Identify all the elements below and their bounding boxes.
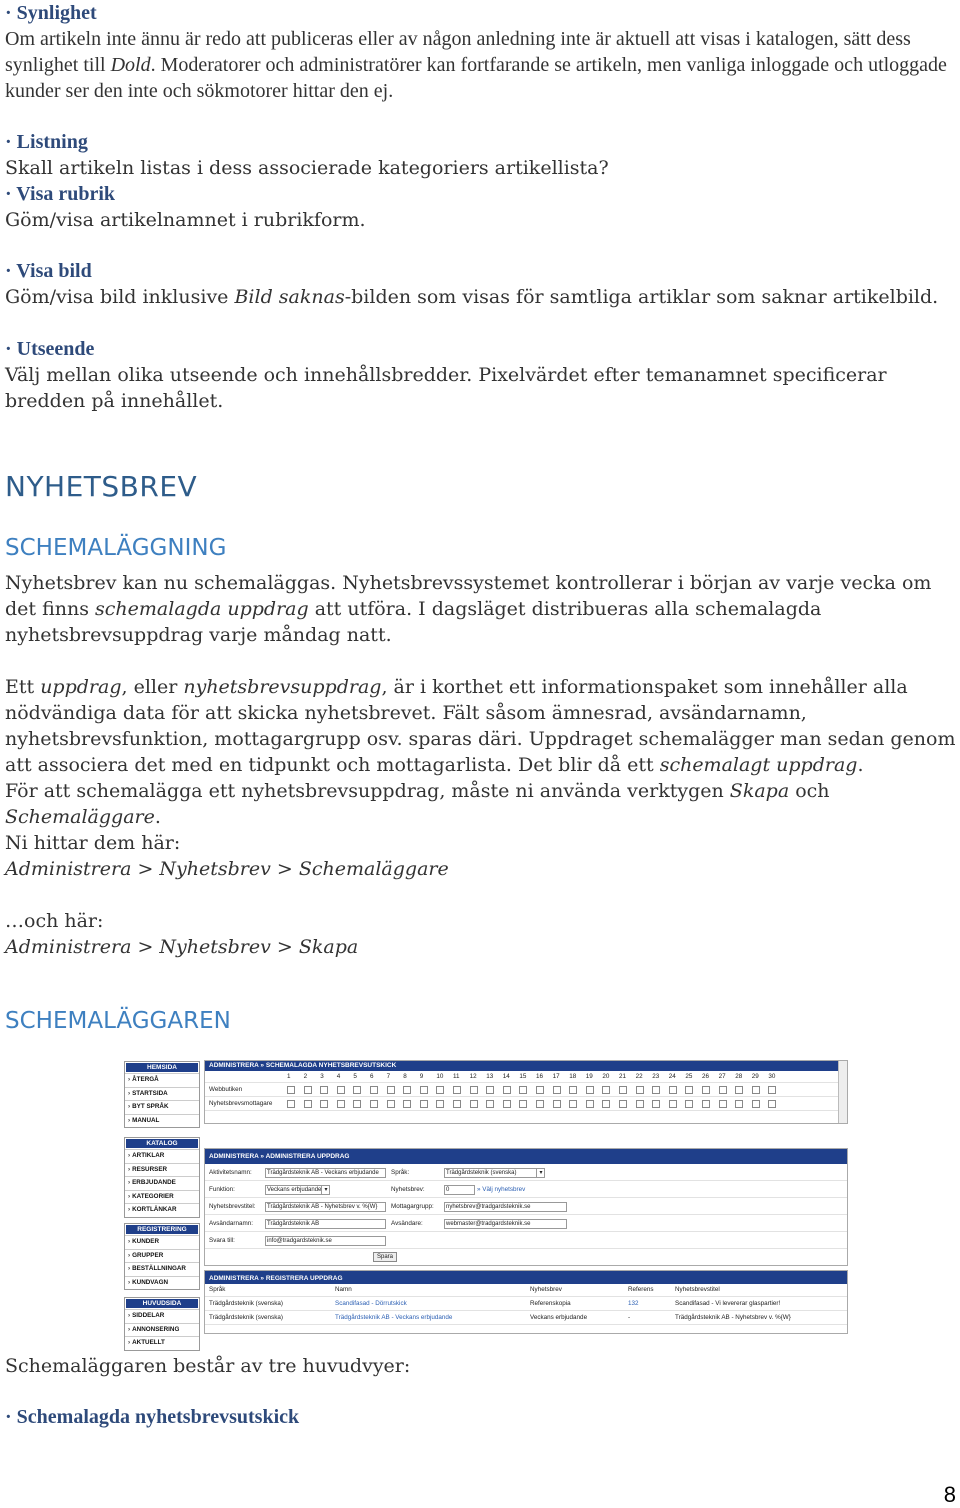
register-title: ADMINISTRERA » REGISTRERA UPPDRAG [205,1274,847,1284]
week-number: 12 [469,1073,477,1080]
page-number: 8 [943,1482,956,1507]
visa-rubrik-term: · Visa rubrik [5,183,116,205]
table-row[interactable] [205,1311,847,1325]
listning-text: Skall artikeln listas i dess associerade kategoriers artikellista? [5,157,609,179]
schedule-checkbox[interactable] [636,1086,644,1094]
sidebar-item[interactable]: › AKTUELLT [125,1336,199,1350]
activity-name-input[interactable]: Trädgårdsteknik AB - Veckans erbjudande [265,1168,386,1178]
heading-schemalaggning: SCHEMALÄGGNING [5,535,227,561]
function-select[interactable]: Veckans erbjudande [265,1185,330,1195]
schedule-checkbox[interactable] [619,1100,627,1108]
schedule-row-label: Nyhetsbrevsmottagare [209,1100,273,1107]
schedule-checkbox[interactable] [420,1100,428,1108]
visa-bild-text: Göm/visa bild inklusive Bild saknas-bilden som visas för samtliga artiklar som saknar artikelbild. [5,286,939,308]
sidebar-item[interactable]: › KUNDVAGN [125,1276,199,1290]
sidebar-group-heading: REGISTRERING [126,1225,198,1234]
assign-row-5: Svara till: info@tradgardsteknik.se [205,1232,847,1249]
visa-rubrik-text: Göm/visa artikelnamnet i rubrikform. [5,209,366,231]
schedule-checkbox[interactable] [503,1086,511,1094]
sidebar-item[interactable]: › ARTIKLAR [125,1149,199,1163]
schedule-checkbox[interactable] [287,1086,295,1094]
week-number: 10 [436,1073,444,1080]
paragraph-2: Ett uppdrag, eller nyhetsbrevsuppdrag, är i korthet ett informationspaket som innehåller alla nödvändiga data för att skicka nyhetsbrevet. Fält såsom ämnesrad, avsändarnamn, nyhetsbrevsfunktion, mottagargrupp osv. sparas däri. Uppdraget schemalägger man sedan genom att associera det med en tidpunkt och mottagarlista. Det blir då ett schemalagt uppdrag. För att schemalägga ett nyhetsbrevsuppdrag, måste ni använda verktygen Skapa och Schemaläggare. [5,676,956,828]
week-number: 30 [768,1073,776,1080]
sidebar-item[interactable]: › KORTLÄNKAR [125,1203,199,1217]
schedule-checkbox[interactable] [669,1086,677,1094]
synlighet-term: · Synlighet [5,2,97,24]
sidebar-group-heading: HEMSIDA [126,1063,198,1072]
paragraph-views: Schemaläggaren består av tre huvudvyer: [5,1355,411,1377]
sidebar-item[interactable]: › STARTSIDA [125,1087,199,1101]
sidebar-group-heading: KATALOG [126,1139,198,1148]
scheduled-sends-title: ADMINISTRERA » SCHEMALAGDA NYHETSBREVSUTSKICK [205,1061,847,1071]
week-number: 26 [702,1073,710,1080]
week-number: 18 [569,1073,577,1080]
language-select[interactable]: Trädgårdsteknik (svenska) [444,1168,545,1178]
scheduler-screenshot [121,1057,848,1347]
sidebar-item[interactable]: › ANNONSERING [125,1323,199,1337]
week-number: 21 [619,1073,627,1080]
schedule-checkbox[interactable] [602,1100,610,1108]
week-number: 1 [287,1073,291,1080]
schedule-checkbox[interactable] [619,1086,627,1094]
path-schemalaggare: Administrera > Nyhetsbrev > Schemaläggare [5,858,449,880]
schedule-row-webbutiken [205,1083,847,1097]
schedule-checkbox[interactable] [320,1086,328,1094]
paragraph-1: Nyhetsbrev kan nu schemaläggas. Nyhetsbrevssystemet kontrollerar i början av varje vecka om det finns schemalagda uppdrag att utföra. I dagsläget distribueras alla schemalagda nyhetsbrevsuppdrag varje måndag natt. [5,572,932,646]
assign-row-4: Avsändarnamn: Trädgårdsteknik AB Avsändare: webmaster@tradgardsteknik.se [205,1215,847,1232]
schedule-checkbox[interactable] [719,1100,727,1108]
sender-name-input[interactable]: Trädgårdsteknik AB [265,1219,386,1229]
schedule-checkbox[interactable] [569,1086,577,1094]
schedule-checkbox[interactable] [403,1100,411,1108]
week-number: 29 [751,1073,759,1080]
week-number: 22 [635,1073,643,1080]
path-skapa: Administrera > Nyhetsbrev > Skapa [5,936,359,958]
column-header[interactable]: Namn [335,1286,352,1293]
schedule-checkbox[interactable] [636,1100,644,1108]
schedule-checkbox[interactable] [586,1100,594,1108]
schedule-checkbox[interactable] [735,1086,743,1094]
assign-row-1: Aktivitetsnamn: Trädgårdsteknik AB - Veckans erbjudande Språk: Trädgårdsteknik (svenska) ▾ [205,1164,847,1181]
schedule-checkbox[interactable] [719,1086,727,1094]
assign-row-2: Funktion: Veckans erbjudande ▾ Nyhetsbrev: 0 » Välj nyhetsbrev [205,1181,847,1198]
listning-term: · Listning [5,131,88,153]
synlighet-section [5,0,957,104]
table-cell: Referenskopia [530,1300,571,1307]
week-number: 24 [668,1073,676,1080]
sidebar-group-heading: HUVUDSIDA [126,1299,198,1308]
sidebar-item[interactable]: › BESTÄLLNINGAR [125,1262,199,1276]
table-cell: Trädgårdsteknik (svenska) [209,1314,283,1321]
week-number: 27 [718,1073,726,1080]
schedule-checkbox[interactable] [536,1086,544,1094]
sidebar-item[interactable]: › ÅTERGÅ [125,1073,199,1087]
week-number: 25 [685,1073,693,1080]
schedule-checkbox[interactable] [768,1100,776,1108]
schedule-checkbox[interactable] [536,1100,544,1108]
assignment-pane [204,1148,848,1266]
schedule-checkbox[interactable] [652,1086,660,1094]
sidebar-item[interactable]: › BYT SPRÅK [125,1100,199,1114]
sidebar-item[interactable]: › RESURSER [125,1163,199,1177]
schedule-checkbox[interactable] [337,1086,345,1094]
schedule-checkbox[interactable] [752,1086,760,1094]
week-number: 17 [552,1073,560,1080]
schedule-checkbox[interactable] [652,1100,660,1108]
sidebar-group-0 [124,1061,200,1128]
chevron-down-icon[interactable]: ▾ [321,1185,330,1195]
schedule-checkbox[interactable] [685,1100,693,1108]
schedule-checkbox[interactable] [685,1086,693,1094]
schedule-checkbox[interactable] [768,1086,776,1094]
schedule-checkbox[interactable] [503,1100,511,1108]
schedule-checkbox[interactable] [436,1086,444,1094]
table-cell[interactable]: Trädgårdsteknik AB - Veckans erbjudande [335,1314,453,1321]
schedule-checkbox[interactable] [470,1086,478,1094]
location-2: …och här: Administrera > Nyhetsbrev > Skapa [5,910,359,958]
schedule-checkbox[interactable] [486,1086,494,1094]
week-number: 9 [419,1073,424,1080]
register-header-row [205,1284,847,1297]
week-number: 13 [486,1073,494,1080]
schedule-checkbox[interactable] [304,1086,312,1094]
schedule-checkbox[interactable] [519,1100,527,1108]
visa-bild-term: · Visa bild [5,260,92,282]
schedule-checkbox[interactable] [569,1100,577,1108]
week-number: 7 [386,1073,391,1080]
schedule-checkbox[interactable] [387,1086,395,1094]
week-number: 20 [602,1073,610,1080]
week-number: 16 [536,1073,544,1080]
chevron-down-icon[interactable]: ▾ [536,1168,545,1178]
synlighet-text: Om artikeln inte ännu är redo att publiceras eller av någon anledning inte är aktuell att visas i katalogen, sätt dess synlighet till Dold. Moderatorer och administratörer kan fortfarande se artikeln, men vanliga inloggade och utloggade kunder ser den inte och sökmotorer hittar den ej. [5,28,947,102]
schedule-checkbox[interactable] [337,1100,345,1108]
schedule-checkbox[interactable] [403,1086,411,1094]
table-cell: Trädgårdsteknik AB - Nyhetsbrev v. %{W} [675,1314,791,1321]
schedule-checkbox[interactable] [553,1100,561,1108]
heading-schemalaggaren: SCHEMALÄGGAREN [5,1008,231,1034]
heading-nyhetsbrev: NYHETSBREV [5,470,198,503]
table-cell: Trädgårdsteknik (svenska) [209,1300,283,1307]
schedule-checkbox[interactable] [752,1100,760,1108]
bullet-scheduled-sends: · Schemalagda nyhetsbrevsutskick [5,1406,300,1428]
schedule-checkbox[interactable] [470,1100,478,1108]
sender-address-input[interactable]: webmaster@tradgardsteknik.se [444,1219,567,1229]
scrollbar[interactable] [838,1061,847,1123]
sidebar-item[interactable]: › SIDDELAR [125,1309,199,1323]
schedule-checkbox[interactable] [304,1100,312,1108]
sidebar-item[interactable]: › MANUAL [125,1114,199,1128]
table-row[interactable] [205,1297,847,1311]
scheduled-sends-pane [204,1060,848,1124]
week-number: 5 [353,1073,357,1080]
utseende-term: · Utseende [5,338,95,360]
schedule-checkbox[interactable] [602,1086,610,1094]
week-number: 11 [453,1073,460,1080]
week-number: 14 [502,1073,510,1080]
assignment-title: ADMINISTRERA » ADMINISTRERA UPPDRAG [205,1152,847,1162]
schedule-row-label: Webbutiken [209,1086,243,1093]
week-header-row [205,1071,847,1083]
recipient-group-input[interactable]: nyhetsbrev@tradgardsteknik.se [444,1202,567,1212]
sidebar-item[interactable]: › ERBJUDANDE [125,1176,199,1190]
sidebar-item[interactable]: › GRUPPER [125,1249,199,1263]
choose-newsletter-link[interactable]: » Välj nyhetsbrev [477,1186,526,1193]
schedule-checkbox[interactable] [320,1100,328,1108]
sidebar-group-2 [124,1223,200,1290]
reply-to-input[interactable]: info@tradgardsteknik.se [265,1236,386,1246]
register-pane [204,1270,848,1334]
schedule-checkbox[interactable] [669,1100,677,1108]
column-header[interactable]: Nyhetsbrev [530,1286,562,1293]
week-number: 8 [403,1073,407,1080]
utseende-section [5,336,957,414]
schedule-checkbox[interactable] [353,1086,361,1094]
schedule-checkbox[interactable] [436,1100,444,1108]
table-cell: Scandifasad - Vi levererar glaspartier! [675,1300,781,1307]
week-number: 19 [585,1073,593,1080]
schedule-checkbox[interactable] [420,1086,428,1094]
assign-row-3: Nyhetsbrevstitel: Trädgårdsteknik AB - Nyhetsbrev v. %{W} Mottagargrupp: nyhetsbrev@tradgardsteknik.se [205,1198,847,1215]
week-number: 15 [519,1073,527,1080]
week-number: 23 [652,1073,660,1080]
sidebar-item[interactable]: › KUNDER [125,1235,199,1249]
schedule-checkbox[interactable] [702,1100,710,1108]
schedule-checkbox[interactable] [735,1100,743,1108]
week-number: 28 [735,1073,743,1080]
schedule-checkbox[interactable] [702,1086,710,1094]
assign-row-6 [205,1249,847,1263]
schedule-row-mottagare [205,1097,847,1111]
newsletter-input[interactable]: 0 [444,1185,475,1195]
table-cell[interactable]: - [628,1314,631,1321]
listning-section [5,129,957,233]
schedule-checkbox[interactable] [287,1100,295,1108]
schedule-checkbox[interactable] [387,1100,395,1108]
schedule-checkbox[interactable] [370,1100,378,1108]
schedule-checkbox[interactable] [519,1086,527,1094]
schedule-checkbox[interactable] [353,1100,361,1108]
newsletter-title-input[interactable]: Trädgårdsteknik AB - Nyhetsbrev v. %{W} [265,1202,386,1212]
week-number: 6 [370,1073,374,1080]
table-cell[interactable]: Scandifasad - Dörrutskick [335,1300,407,1307]
save-button[interactable]: Spara [373,1252,397,1262]
sidebar-group-1 [124,1137,200,1218]
schedule-checkbox[interactable] [370,1086,378,1094]
utseende-text: Välj mellan olika utseende och innehållsbredder. Pixelvärdet efter temanamnet specificerar bredden på innehållet. [5,364,887,412]
schedule-checkbox[interactable] [453,1100,461,1108]
sidebar-item[interactable]: › KATEGORIER [125,1190,199,1204]
column-header[interactable]: Språk [209,1286,226,1293]
visa-bild-section [5,258,957,310]
week-number: 2 [303,1073,308,1080]
table-cell[interactable]: 132 [628,1300,639,1307]
location-1: Ni hittar dem här: Administrera > Nyhetsbrev > Schemaläggare [5,832,449,880]
sidebar-group-3 [124,1297,200,1351]
table-cell: Veckans erbjudande [530,1314,588,1321]
schedule-checkbox[interactable] [553,1086,561,1094]
column-header[interactable]: Nyhetsbrevstitel [675,1286,720,1293]
schedule-checkbox[interactable] [586,1086,594,1094]
schedule-checkbox[interactable] [486,1100,494,1108]
week-number: 3 [320,1073,324,1080]
column-header[interactable]: Referens [628,1286,654,1293]
week-number: 4 [336,1073,341,1080]
schedule-checkbox[interactable] [453,1086,461,1094]
